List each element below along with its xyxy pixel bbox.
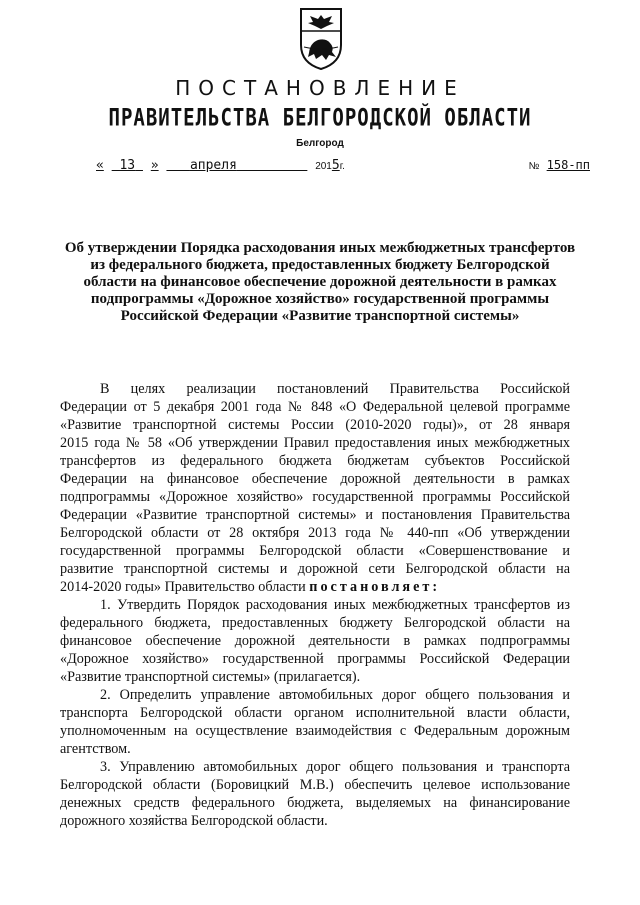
body-line: Федерации «Развитие транспортной системы» и постановления Правительства: [60, 507, 570, 523]
body-line: финансовое обеспечение дорожной деятельности в рамках подпрограммы: [60, 633, 570, 649]
issuer-heading: ПРАВИТЕЛЬСТВА БЕЛГОРОДСКОЙ ОБЛАСТИ: [108, 104, 532, 132]
body-line: государственной программы Белгородской области «Совершенствование и: [60, 543, 570, 559]
document-title: [60, 240, 580, 325]
date-year-prefix: 201: [315, 161, 332, 172]
body-line: «Дорожное хозяйство» государственной программы Российской Федерации: [60, 651, 570, 667]
city-label: Белгород: [296, 138, 344, 149]
body-line: дорожного хозяйства Белгородской области.: [60, 813, 328, 829]
preamble-paragraph: [60, 380, 570, 596]
title-line: подпрограммы «Дорожное хозяйство» государственной программы: [90, 291, 550, 307]
coat-of-arms-icon: [296, 7, 346, 71]
body-line: развитие транспортной системы и дорожной сети Белгородской области на: [60, 561, 570, 577]
body-line: 2015 года № 58 «Об утверждении Правил предоставления иных межбюджетных: [60, 435, 570, 451]
title-line: Российской Федерации «Развитие транспортной системы»: [120, 308, 520, 324]
date-open-quote: «: [96, 158, 104, 173]
number-value: 158-пп: [546, 158, 590, 172]
body-line: В целях реализации постановлений Правительства Российской: [100, 381, 570, 397]
date-close-quote: »: [150, 158, 159, 173]
date-month: апреля: [189, 158, 237, 173]
document-date: [96, 158, 345, 173]
body-line: Федерации на финансовое обеспечение дорожной деятельности в рамках: [60, 471, 570, 487]
item-1-paragraph: [60, 596, 570, 686]
body-line: 1. Утвердить Порядок расходования иных межбюджетных трансфертов из: [100, 597, 570, 613]
date-year-suffix: 5: [331, 158, 340, 173]
body-line: Белгородской области (Боровицкий М.В.) обеспечить целевое использование: [60, 777, 570, 793]
body-line: агентством.: [60, 741, 131, 757]
item-2-paragraph: [60, 686, 570, 758]
number-label: №: [528, 161, 540, 172]
date-year-end: г.: [339, 161, 345, 172]
body-line: трансфертов из федерального бюджета бюджетам субъектов Российской: [60, 453, 570, 469]
document-type-heading: ПОСТАНОВЛЕНИЕ: [175, 76, 465, 100]
body-line: 3. Управлению автомобильных дорог общего пользования и транспорта: [100, 759, 570, 775]
document-body: [60, 380, 570, 830]
body-line: [60, 578, 570, 596]
body-line: подпрограммы «Дорожное хозяйство» государственной программы Российской: [60, 489, 570, 505]
body-line: Федерации от 5 декабря 2001 года № 848 «О Федеральной целевой программе: [60, 399, 570, 415]
body-line: федерального бюджета, предоставленных бюджету Белгородской области на: [60, 615, 570, 631]
document-number: [529, 158, 590, 172]
date-day: 13: [119, 158, 136, 173]
preamble-last-text: 2014-2020 годы» Правительство области: [60, 579, 310, 595]
body-line: уполномоченным на осуществление взаимодействия с Федеральным дорожным: [60, 723, 570, 739]
body-line: «Развитие транспортной системы России (2010-2020 годы)», от 28 января: [60, 417, 570, 433]
body-line: 2. Определить управление автомобильных дорог общего пользования и: [100, 687, 570, 703]
body-line: денежных средств федерального бюджета, выделяемых на финансирование: [60, 795, 570, 811]
title-line: области на финансовое обеспечение дорожной деятельности в рамках: [83, 274, 557, 290]
body-line: транспорта Белгородской области органом исполнительной власти области,: [60, 705, 570, 721]
body-line: Белгородской области от 28 октября 2013 года № 440-пп «Об утверждении: [60, 525, 570, 541]
title-line: Об утверждении Порядка расходования иных межбюджетных трансфертов: [64, 240, 576, 256]
item-3-paragraph: [60, 758, 570, 830]
body-line: «Развитие транспортной системы» (прилагается).: [60, 669, 361, 685]
resolves-emphasis: постановляет:: [309, 579, 441, 595]
title-line: из федерального бюджета, предоставленных бюджету Белгородской: [90, 257, 550, 273]
